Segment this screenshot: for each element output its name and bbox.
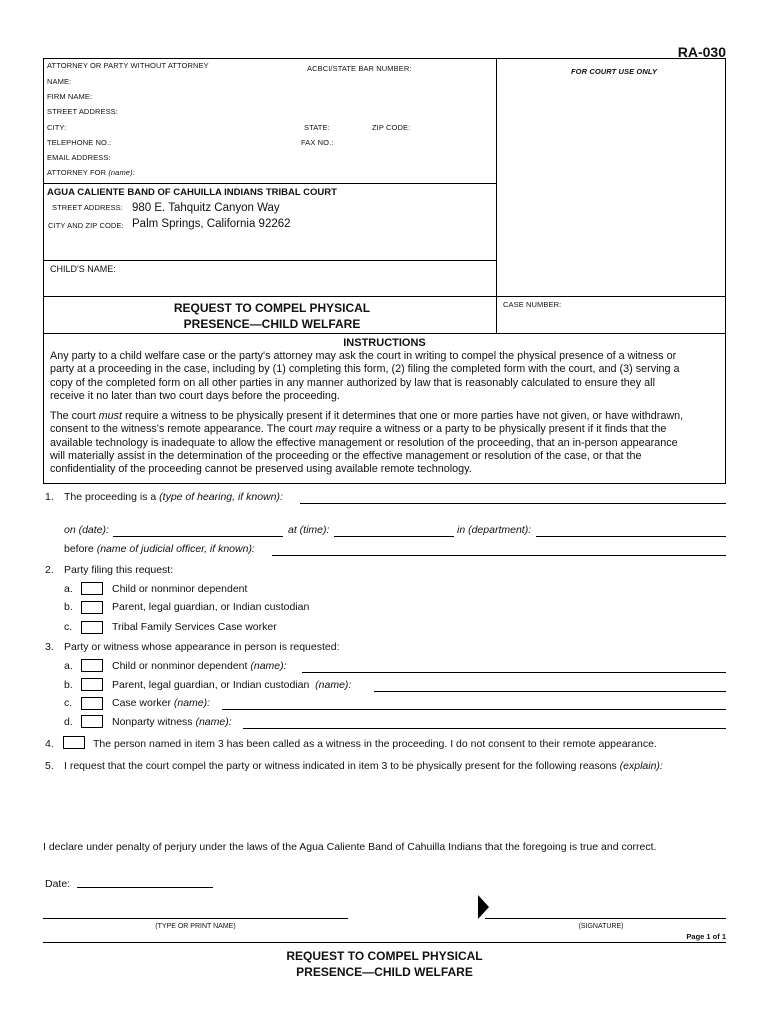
firm-name-label: FIRM NAME: xyxy=(47,92,93,101)
time-field[interactable] xyxy=(334,536,454,537)
street-address-label: STREET ADDRESS: xyxy=(47,107,118,116)
item-2c-letter: c. xyxy=(64,621,73,633)
checkbox-2b[interactable] xyxy=(81,601,103,614)
item-3a-letter: a. xyxy=(64,660,73,672)
item-2a-letter: a. xyxy=(64,583,73,595)
page-number: Page 1 of 1 xyxy=(686,932,726,941)
item-2b-letter: b. xyxy=(64,601,73,613)
signature-field[interactable] xyxy=(485,918,726,919)
checkbox-3a[interactable] xyxy=(81,659,103,672)
court-city-value: Palm Springs, California 92262 xyxy=(132,218,291,230)
hearing-type-field[interactable] xyxy=(300,503,726,504)
item-2-text: Party filing this request: xyxy=(64,564,174,576)
checkbox-2c[interactable] xyxy=(81,621,103,634)
item-3a-name-field[interactable] xyxy=(302,672,726,673)
form-title: REQUEST TO COMPEL PHYSICAL PRESENCE—CHILD WELFARE xyxy=(173,301,371,331)
item-1-number: 1. xyxy=(45,491,54,503)
zip-label: ZIP CODE: xyxy=(372,123,411,132)
item-3b-letter: b. xyxy=(64,679,73,691)
child-name-label: CHILD'S NAME: xyxy=(50,264,116,274)
instructions-paragraph-1: Any party to a child welfare case or the party's attorney may ask the court in writing to compel the physical presence of a witness or party at a proceeding in the case, including by (1) completing this form, (2) filing the completed form with the court, and (3) serving a copy of the completed form on all other parties in any manner authorized by law that is reasonably calculated to ensure they all receive it no later than two court days before the proceeding. xyxy=(50,350,680,402)
department-field[interactable] xyxy=(536,536,726,537)
judicial-officer-label: before (name of judicial officer, if known): xyxy=(64,543,255,555)
instructions-heading: INSTRUCTIONS xyxy=(343,337,426,349)
court-street-value: 980 E. Tahquitz Canyon Way xyxy=(132,202,280,214)
checkbox-3d[interactable] xyxy=(81,715,103,728)
item-2-number: 2. xyxy=(45,564,54,576)
checkbox-2a[interactable] xyxy=(81,582,103,595)
item-3a-label: Child or nonminor dependent (name): xyxy=(112,660,287,672)
court-street-label: STREET ADDRESS: xyxy=(52,203,123,212)
fax-label: FAX NO.: xyxy=(301,138,334,147)
item-5-number: 5. xyxy=(45,760,54,772)
judicial-officer-field[interactable] xyxy=(272,555,726,556)
attorney-label: ATTORNEY OR PARTY WITHOUT ATTORNEY xyxy=(47,61,209,70)
instructions-paragraph-2: The court must require a witness to be physically present if it determines that one or more parties have not given, or have withdrawn, consent to the witness's remote appearance. The court may require a witness or a party to be physically present if it finds that the available technology is inadequate to allow the effective management or resolution of the proceeding, that an in-person appearance will materially assist in the determination of the proceeding or the effective management or resolution of the case, or that the confidentiality of the proceeding cannot be preserved using available remote technology. xyxy=(50,410,684,476)
explain-area[interactable] xyxy=(64,776,726,834)
time-label: at (time): xyxy=(288,524,330,536)
item-3d-name-field[interactable] xyxy=(243,728,726,729)
signature-date-field[interactable] xyxy=(77,887,213,888)
item-5-text: I request that the court compel the party or witness indicated in item 3 to be physically present for the following reasons (explain): xyxy=(64,760,663,772)
bar-number-label: ACBCI/STATE BAR NUMBER: xyxy=(307,64,412,73)
item-3c-name-field[interactable] xyxy=(222,709,726,710)
item-3b-label: Parent, legal guardian, or Indian custodian (name): xyxy=(112,679,352,691)
item-3b-name-field[interactable] xyxy=(374,691,726,692)
checkbox-3c[interactable] xyxy=(81,697,103,710)
attorney-for-label: ATTORNEY FOR (name): xyxy=(47,168,135,177)
footer-title: REQUEST TO COMPEL PHYSICAL PRESENCE—CHILD WELFARE xyxy=(286,949,483,979)
print-name-field[interactable] xyxy=(43,918,348,919)
item-3-number: 3. xyxy=(45,641,54,653)
department-label: in (department): xyxy=(457,524,532,536)
declaration-text: I declare under penalty of perjury under the laws of the Agua Caliente Band of Cahuilla Indians that the foregoing is true and correct. xyxy=(43,841,657,853)
case-number-label: CASE NUMBER: xyxy=(503,300,562,309)
date-label: on (date): xyxy=(64,524,109,536)
checkbox-4[interactable] xyxy=(63,736,85,749)
item-2b-label: Parent, legal guardian, or Indian custodian xyxy=(112,601,310,613)
item-3c-letter: c. xyxy=(64,697,73,709)
item-2c-label: Tribal Family Services Case worker xyxy=(112,621,277,633)
checkbox-3b[interactable] xyxy=(81,678,103,691)
city-label: CITY: xyxy=(47,123,67,132)
email-label: EMAIL ADDRESS: xyxy=(47,153,111,162)
court-city-label: CITY AND ZIP CODE: xyxy=(48,221,124,230)
state-label: STATE: xyxy=(304,123,330,132)
date-signature-label: Date: xyxy=(45,878,71,890)
name-label: NAME: xyxy=(47,77,72,86)
item-4-number: 4. xyxy=(45,738,54,750)
court-use-label: FOR COURT USE ONLY xyxy=(571,67,658,76)
item-4-text: The person named in item 3 has been called as a witness in the proceeding. I do not consent to their remote appearance. xyxy=(93,738,657,750)
item-3-text: Party or witness whose appearance in person is requested: xyxy=(64,641,340,653)
date-field[interactable] xyxy=(113,536,283,537)
signature-label: (SIGNATURE) xyxy=(578,923,624,930)
item-2a-label: Child or nonminor dependent xyxy=(112,583,248,595)
telephone-label: TELEPHONE NO.: xyxy=(47,138,112,147)
form-number: RA-030 xyxy=(677,44,726,60)
arrow-icon xyxy=(478,895,490,919)
item-1-text: The proceeding is a (type of hearing, if known): xyxy=(64,491,283,503)
court-name: AGUA CALIENTE BAND OF CAHUILLA INDIANS TRIBAL COURT xyxy=(47,187,337,198)
item-3d-label: Nonparty witness (name): xyxy=(112,716,232,728)
item-3d-letter: d. xyxy=(64,716,73,728)
item-3c-label: Case worker (name): xyxy=(112,697,211,709)
print-name-label: (TYPE OR PRINT NAME) xyxy=(155,923,236,930)
